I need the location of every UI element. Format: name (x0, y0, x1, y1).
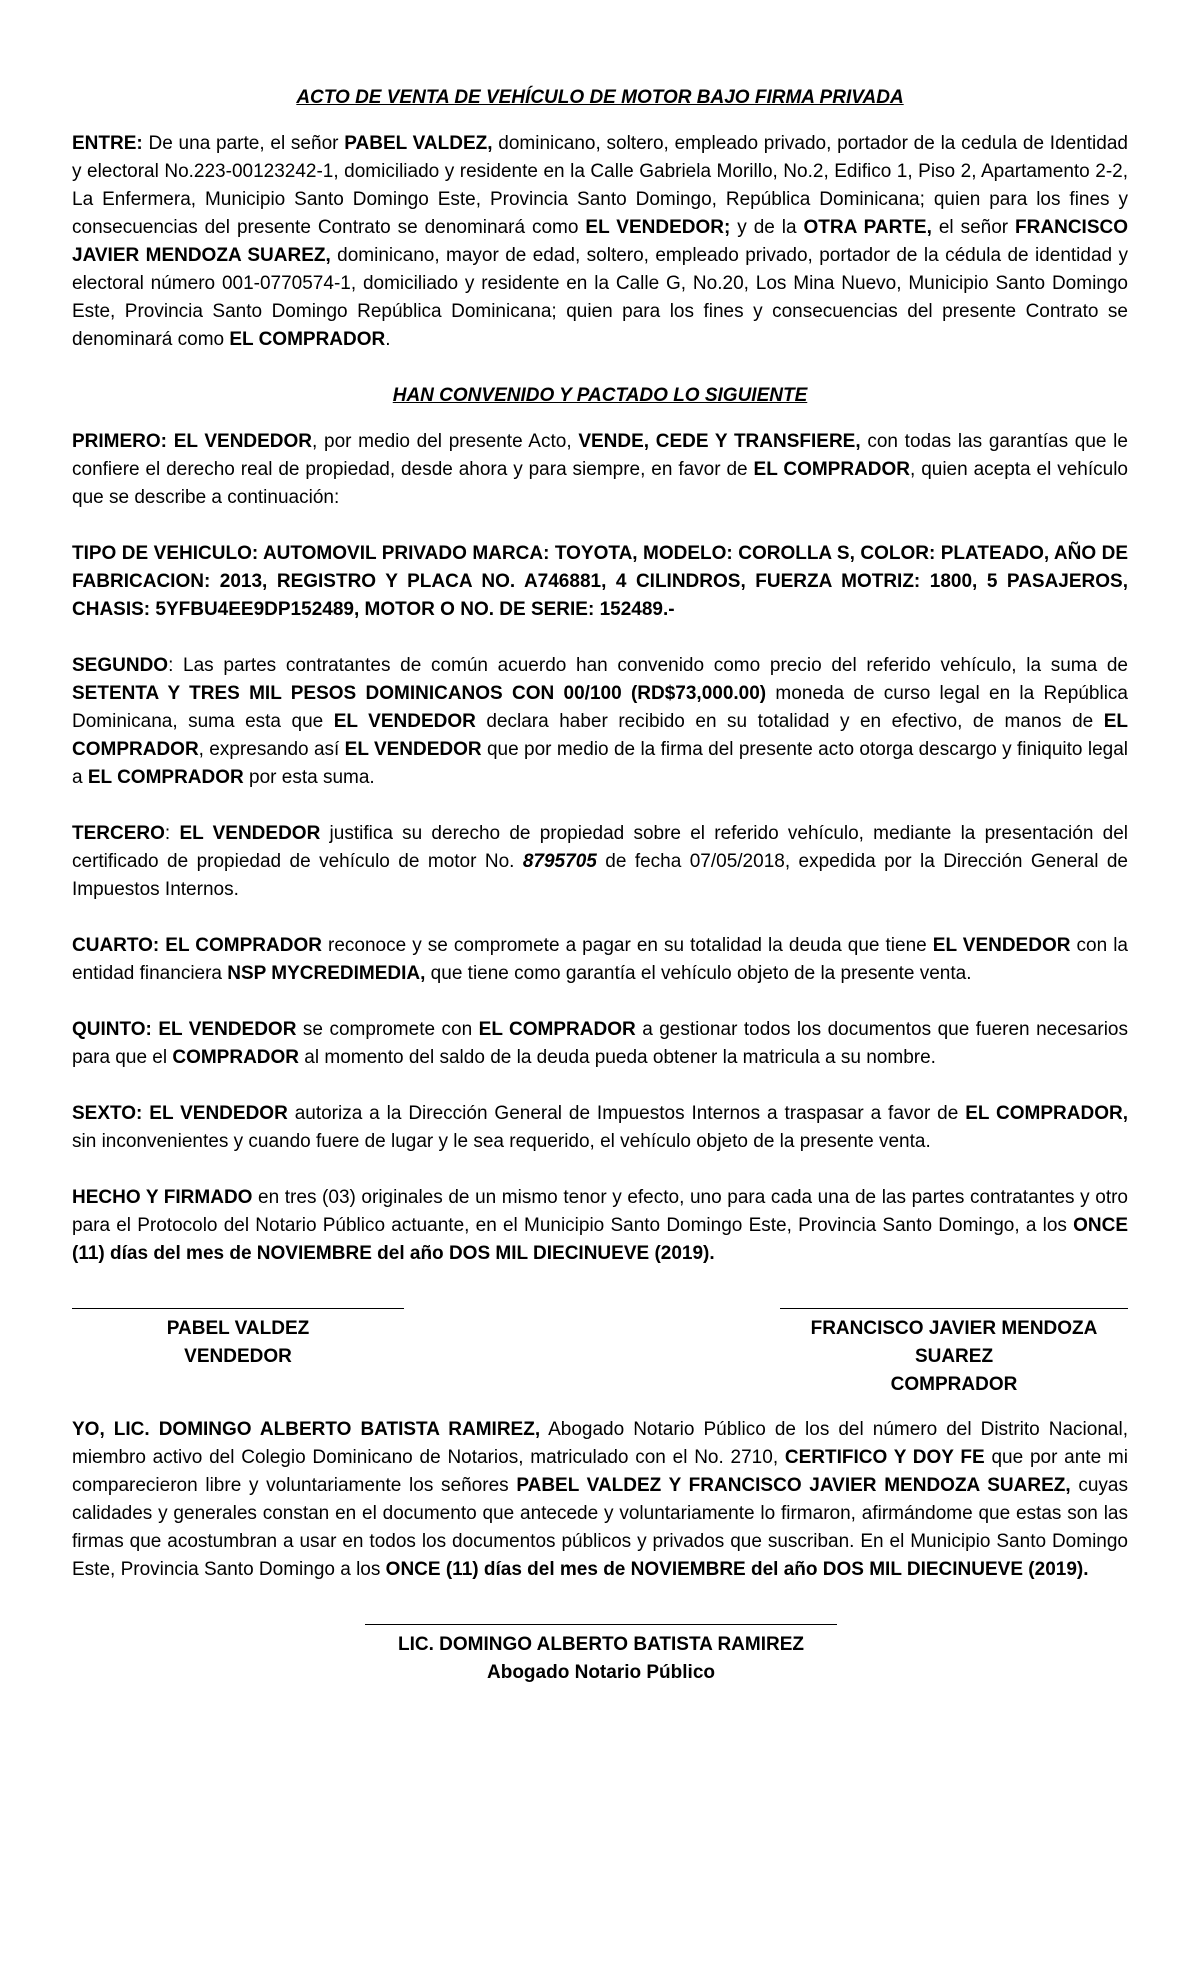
financial-entity: NSP MYCREDIMEDIA, (227, 963, 426, 984)
vehicle-description: TIPO DE VEHICULO: AUTOMOVIL PRIVADO MARCA: TOYOTA, MODELO: COROLLA S, COLOR: PLATEADO, AÑO DE FABRICACION: 2013, REGISTRO Y PLACA NO. A746881, 4 CILINDROS, FUERZA MOTRIZ: 1800, 5 PASAJEROS, CHASIS: 5YFBU4EE9DP152489, MOTOR O NO. DE SERIE: 152489.- (72, 543, 1128, 620)
entre-lead: ENTRE: (72, 133, 143, 154)
notary-name: YO, LIC. DOMINGO ALBERTO BATISTA RAMIREZ, (72, 1419, 541, 1440)
document-title: ACTO DE VENTA DE VEHÍCULO DE MOTOR BAJO FIRMA PRIVADA (296, 87, 904, 108)
buyer-signature-block (780, 1308, 1128, 1399)
notary-signature-block (365, 1624, 837, 1687)
clause-cuarto: CUARTO: EL COMPRADOR reconoce y se compromete a pagar en su totalidad la deuda que tiene EL VENDEDOR con la entidad financiera NSP MYCREDIMEDIA, que tiene como garantía el vehículo objeto de la presente venta. (72, 935, 1128, 984)
seller-signature-block (72, 1308, 404, 1371)
signing-date: ONCE (11) días del mes de NOVIEMBRE del año DOS MIL DIECINUEVE (2019). (72, 1215, 1128, 1264)
notary-signature (72, 1624, 1128, 1744)
closing-paragraph: HECHO Y FIRMADO en tres (03) originales de un mismo tenor y efecto, uno para cada una de las partes contratantes y otro para el Protocolo del Notario Público actuante, en el Municipio Santo Domingo Este, Provincia Santo Domingo, a los ONCE (11) días del mes de NOVIEMBRE del año DOS MIL DIECINUEVE (2019). (72, 1187, 1128, 1264)
party-signatures (72, 1308, 1128, 1416)
certificate-number: 8795705 (522, 851, 597, 872)
seller-name: PABEL VALDEZ, (344, 133, 493, 154)
sale-price: SETENTA Y TRES MIL PESOS DOMINICANOS CON 00/100 (RD$73,000.00) (72, 683, 767, 704)
agreement-heading: HAN CONVENIDO Y PACTADO LO SIGUIENTE (392, 385, 808, 406)
seller-role: EL VENDEDOR; (585, 217, 731, 238)
buyer-role: EL COMPRADOR (229, 329, 386, 350)
buyer-signature-role: COMPRADOR (890, 1374, 1018, 1395)
clause-primero: PRIMERO: EL VENDEDOR, por medio del presente Acto, VENDE, CEDE Y TRANSFIERE, con todas las garantías que le confiere el derecho real de propiedad, desde ahora y para siempre, en favor de EL COMPRADOR, quien acepta el vehículo que se describe a continuación: (72, 431, 1128, 508)
buyer-signature-line (780, 1308, 1128, 1309)
buyer-signature-name: FRANCISCO JAVIER MENDOZA SUAREZ (810, 1318, 1098, 1367)
buyer-name: FRANCISCO JAVIER MENDOZA SUAREZ, (72, 217, 1128, 266)
notary-signature-role: Abogado Notario Público (487, 1662, 715, 1683)
clause-segundo: SEGUNDO: Las partes contratantes de común acuerdo han convenido como precio del referido vehículo, la suma de SETENTA Y TRES MIL PESOS DOMINICANOS CON 00/100 (RD$73,000.00) moneda de curso legal en la República Dominicana, suma esta que EL VENDEDOR declara haber recibido en su totalidad y en efectivo, de manos de EL COMPRADOR, expresando así EL VENDEDOR que por medio de la firma del presente acto otorga descargo y finiquito legal a EL COMPRADOR por esta suma. (72, 655, 1128, 788)
seller-signature-line (72, 1308, 404, 1309)
parties-paragraph: ENTRE: De una parte, el señor PABEL VALDEZ, dominicano, soltero, empleado privado, portador de la cedula de Identidad y electoral No.223-00123242-1, domiciliado y residente en la Calle Gabriela Morillo, No.2, Edifico 1, Piso 2, Apartamento 2-2, La Enfermera, Municipio Santo Domingo Este, Provincia Santo Domingo, República Dominicana; quien para los fines y consecuencias del presente Contrato se denominará como EL VENDEDOR; y de la OTRA PARTE, el señor FRANCISCO JAVIER MENDOZA SUAREZ, dominicano, mayor de edad, soltero, empleado privado, portador de la cédula de identidad y electoral número 001-0770574-1, domiciliado y residente en la Calle G, No.20, Los Mina Nuevo, Municipio Santo Domingo Este, Provincia Santo Domingo República Dominicana; quien para los fines y consecuencias del presente Contrato se denominará como EL COMPRADOR. (72, 133, 1128, 350)
document-page (72, 84, 1128, 1744)
clause-tercero: TERCERO: EL VENDEDOR justifica su derecho de propiedad sobre el referido vehículo, mediante la presentación del certificado de propiedad de vehículo de motor No. 8795705 de fecha 07/05/2018, expedida por la Dirección General de Impuestos Internos. (72, 823, 1128, 900)
notary-signature-name: LIC. DOMINGO ALBERTO BATISTA RAMIREZ (397, 1634, 804, 1655)
notary-certification: YO, LIC. DOMINGO ALBERTO BATISTA RAMIREZ, Abogado Notario Público de los del número del Distrito Nacional, miembro activo del Colegio Dominicano de Notarios, matriculado con el No. 2710, CERTIFICO Y DOY FE que por ante mi comparecieron libre y voluntariamente los señores PABEL VALDEZ Y FRANCISCO JAVIER MENDOZA SUAREZ, cuyas calidades y generales constan en el documento que antecede y voluntariamente lo firmaron, afirmándome que estas son las firmas que acostumbran a usar en todos los documentos públicos y privados que suscriban. En el Municipio Santo Domingo Este, Provincia Santo Domingo a los ONCE (11) días del mes de NOVIEMBRE del año DOS MIL DIECINUEVE (2019). (72, 1419, 1128, 1580)
notary-signature-line (365, 1624, 837, 1625)
clause-quinto: QUINTO: EL VENDEDOR se compromete con EL COMPRADOR a gestionar todos los documentos que fueren necesarios para que el COMPRADOR al momento del saldo de la deuda pueda obtener la matricula a su nombre. (72, 1019, 1128, 1068)
clause-sexto: SEXTO: EL VENDEDOR autoriza a la Dirección General de Impuestos Internos a traspasar a favor de EL COMPRADOR, sin inconvenientes y cuando fuere de lugar y le sea requerido, el vehículo objeto de la presente venta. (72, 1103, 1128, 1152)
seller-signature-name: PABEL VALDEZ (166, 1318, 310, 1339)
seller-signature-role: VENDEDOR (184, 1346, 292, 1367)
